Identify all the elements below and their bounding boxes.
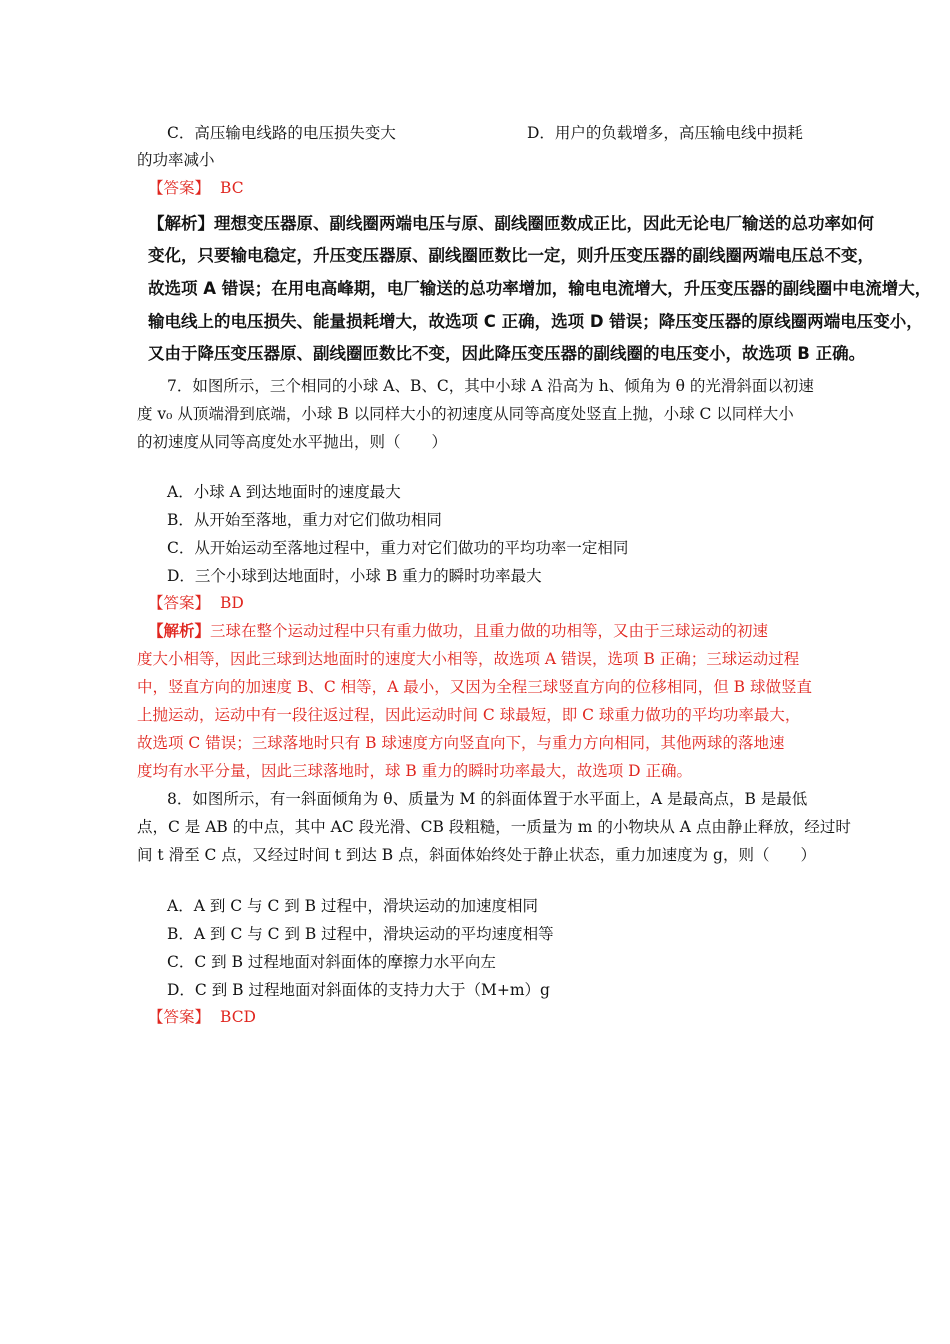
q6-analysis-line-3: 故选项 A 错误；在用电高峰期，电厂输送的总功率增加，输电电流增大，升压变压器的副线圈中电流增大， xyxy=(148,279,932,298)
q8-stem-line-1: 8．如图所示，有一斜面倾角为 θ、质量为 M 的斜面体置于水平面上，A 是最高点，B 是最低 xyxy=(167,790,808,808)
analysis-tag: 【解析】 xyxy=(148,621,211,640)
q7-stem-line-1: 7．如图所示，三个相同的小球 A、B、C，其中小球 A 沿高为 h、倾角为 θ 的光滑斜面以初速 xyxy=(167,377,814,395)
q7-analysis-line-1: 【解析】三球在整个运动过程中只有重力做功，且重力做的功相等，又由于三球运动的初速 xyxy=(148,621,769,640)
q8-option-a: A．A 到 C 与 C 到 B 过程中，滑块运动的加速度相同 xyxy=(167,897,538,915)
q8-option-b: B．A 到 C 与 C 到 B 过程中，滑块运动的平均速度相等 xyxy=(167,925,554,943)
answer-value: BCD xyxy=(220,1008,256,1026)
q6-option-d-cont: 的功率减小 xyxy=(137,151,215,169)
q6-option-d: D．用户的负载增多，高压输电线中损耗 xyxy=(527,124,803,142)
q7-stem-line-3: 的初速度从同等高度处水平抛出，则（ ） xyxy=(137,433,448,451)
q7-option-c: C．从开始运动至落地过程中，重力对它们做功的平均功率一定相同 xyxy=(167,539,629,557)
q7-analysis-line-6: 度均有水平分量，因此三球落地时，球 B 重力的瞬时功率最大，故选项 D 正确。 xyxy=(137,762,693,780)
q6-analysis-line-1: 【解析】理想变压器原、副线圈两端电压与原、副线圈匝数成正比，因此无论电厂输送的总功率如何 xyxy=(148,214,874,233)
q7-analysis-line-4: 上抛运动，运动中有一段往返过程，因此运动时间 C 球最短，即 C 球重力做功的平均功率最大， xyxy=(137,706,801,724)
q7-option-b: B．从开始至落地，重力对它们做功相同 xyxy=(167,511,442,529)
q7-stem-line-2: 度 v₀ 从顶端滑到底端，小球 B 以同样大小的初速度从同等高度处竖直上抛，小球 C 以同样大小 xyxy=(137,405,794,423)
q8-stem-line-3: 间 t 滑至 C 点，又经过时间 t 到达 B 点，斜面体始终处于静止状态，重力加速度为 g，则（ ） xyxy=(137,846,816,864)
q8-option-d: D．C 到 B 过程地面对斜面体的支持力大于（M+m）g xyxy=(167,981,550,999)
q7-option-d: D．三个小球到达地面时，小球 B 重力的瞬时功率最大 xyxy=(167,567,542,585)
q7-answer xyxy=(148,593,244,613)
answer-value: BD xyxy=(220,594,244,612)
q7-analysis-line-3: 中，竖直方向的加速度 B、C 相等，A 最小，又因为全程三球竖直方向的位移相同，但 B 球做竖直 xyxy=(137,678,812,696)
q8-answer xyxy=(148,1007,256,1027)
q8-option-c: C．C 到 B 过程地面对斜面体的摩擦力水平向左 xyxy=(167,953,496,971)
q7-option-a: A．小球 A 到达地面时的速度最大 xyxy=(167,483,401,501)
answer-tag: 【答案】 xyxy=(148,594,211,612)
answer-value: BC xyxy=(220,179,244,197)
analysis-tag: 【解析】 xyxy=(148,214,214,233)
answer-tag: 【答案】 xyxy=(148,179,211,197)
q7-analysis-line-2: 度大小相等，因此三球到达地面时的速度大小相等，故选项 A 错误，选项 B 正确；三球运动过程 xyxy=(137,650,800,668)
q6-analysis-line-4: 输电线上的电压损失、能量损耗增大，故选项 C 正确，选项 D 错误；降压变压器的原线圈两端电压变小， xyxy=(148,312,923,331)
q6-answer xyxy=(148,178,244,198)
q8-stem-line-2: 点，C 是 AB 的中点，其中 AC 段光滑、CB 段粗糙，一质量为 m 的小物块从 A 点由静止释放，经过时 xyxy=(137,818,851,836)
q6-analysis-line-2: 变化，只要输电稳定，升压变压器原、副线圈匝数比一定，则升压变压器的副线圈两端电压总不变， xyxy=(148,246,874,265)
answer-tag: 【答案】 xyxy=(148,1008,211,1026)
q6-analysis-line-5: 又由于降压变压器原、副线圈匝数比不变，因此降压变压器的副线圈的电压变小，故选项 B 正确。 xyxy=(148,344,866,363)
q7-analysis-line-5: 故选项 C 错误；三球落地时只有 B 球速度方向竖直向下，与重力方向相同，其他两球的落地速 xyxy=(137,734,785,752)
q6-option-c: C．高压输电线路的电压损失变大 xyxy=(167,124,396,142)
